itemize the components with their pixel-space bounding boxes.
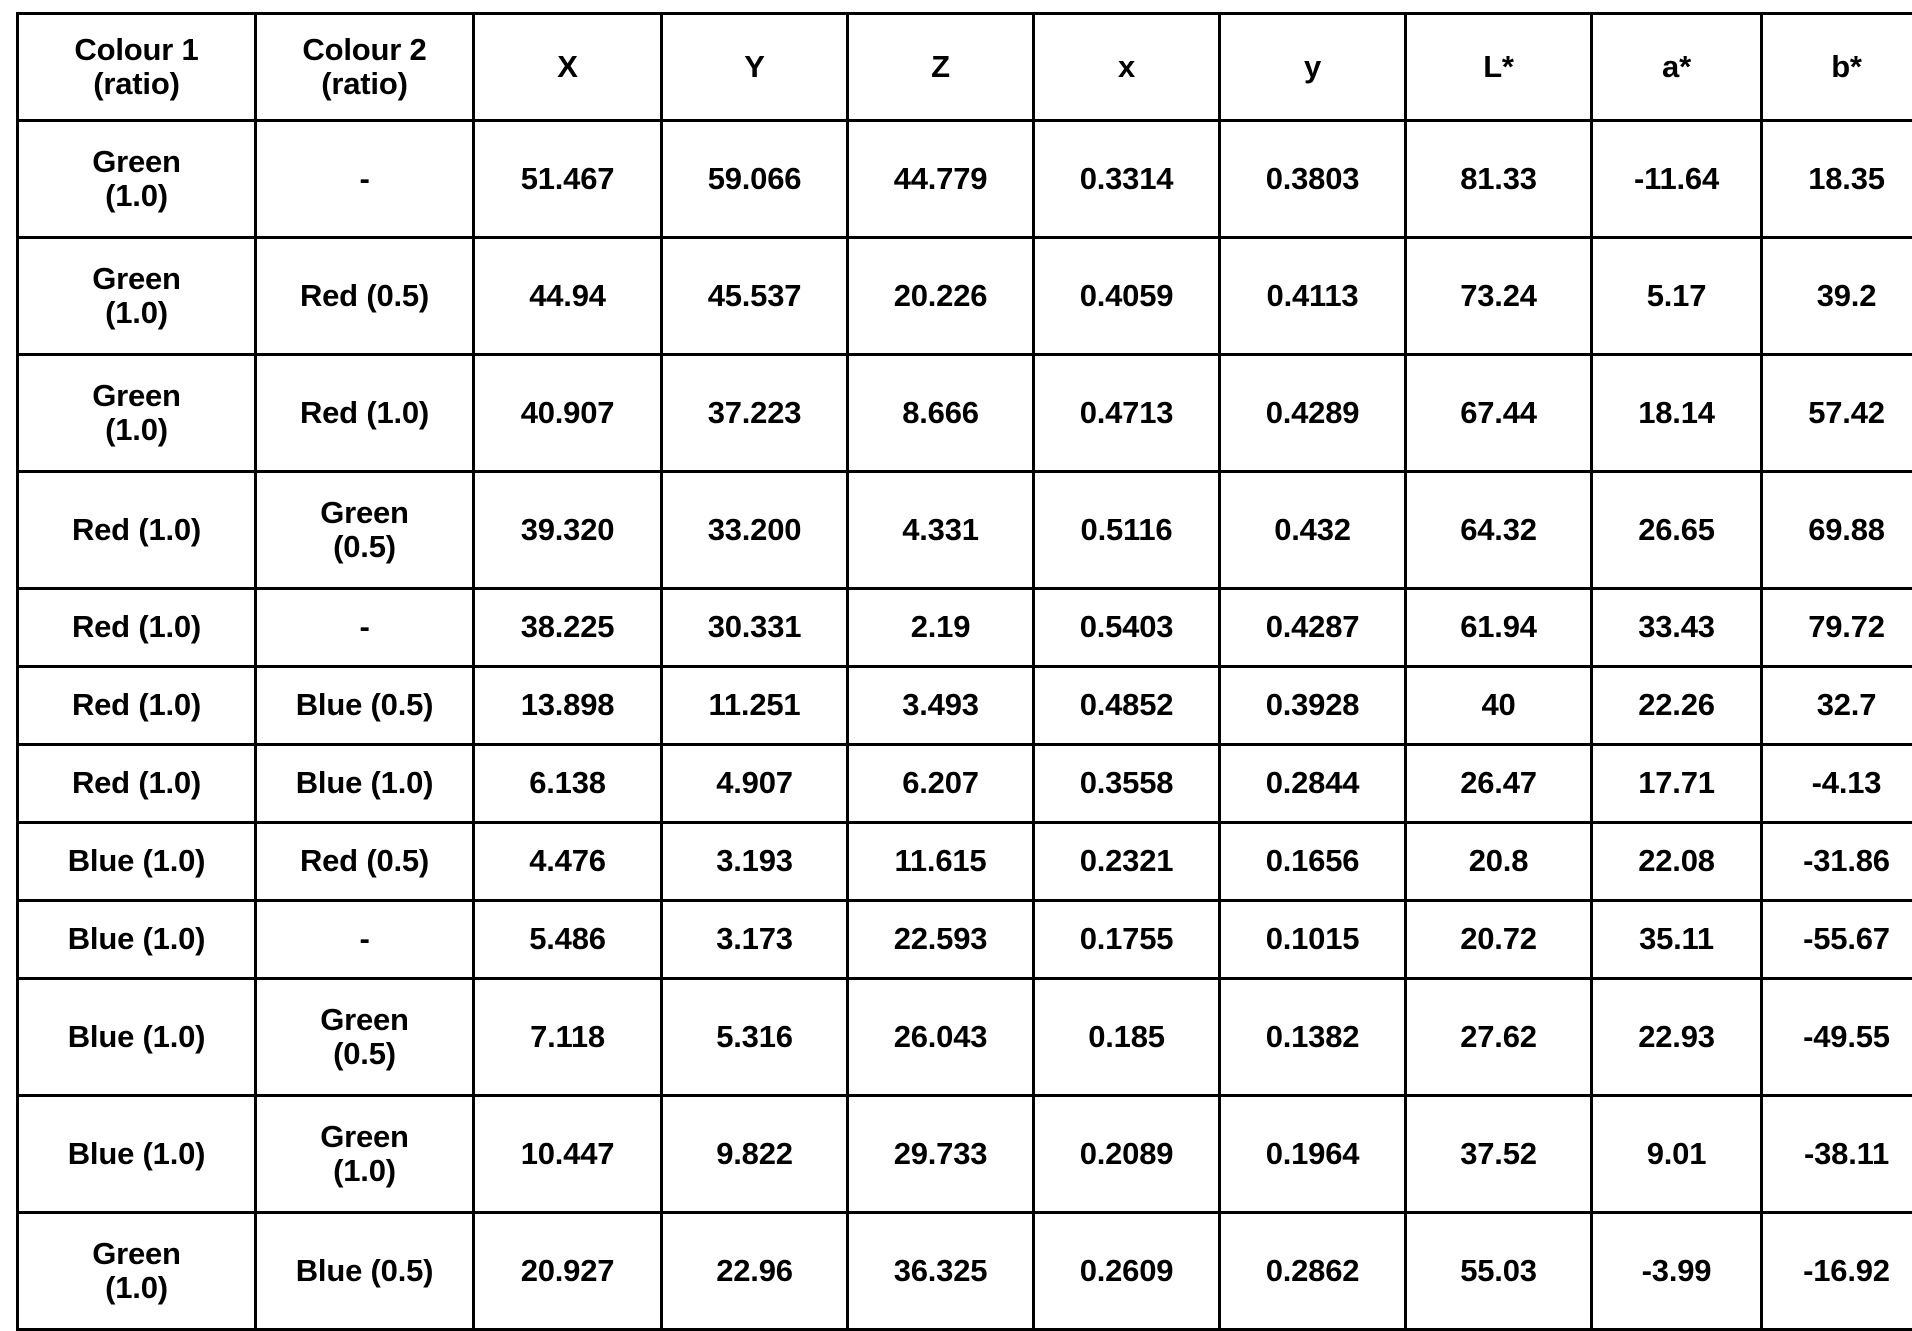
cell-line: Green	[259, 1003, 470, 1037]
cell-r4-c9: 79.72	[1762, 589, 1912, 667]
cell-r9-c6: 0.1382	[1220, 979, 1406, 1096]
cell-r2-c3: 37.223	[662, 355, 848, 472]
cell-r7-c5: 0.2321	[1034, 823, 1220, 901]
cell-r0-c8: -11.64	[1592, 121, 1762, 238]
cell-line: Colour 2	[259, 33, 470, 67]
cell-r5-c2: 13.898	[474, 667, 662, 745]
cell-r2-c6: 0.4289	[1220, 355, 1406, 472]
cell-r7-c7: 20.8	[1406, 823, 1592, 901]
table-row	[18, 901, 1912, 979]
cell-r11-c1: Blue (0.5)	[256, 1213, 474, 1330]
table-row	[18, 355, 1912, 472]
cell-r8-c5: 0.1755	[1034, 901, 1220, 979]
cell-r4-c8: 33.43	[1592, 589, 1762, 667]
cell-r5-c5: 0.4852	[1034, 667, 1220, 745]
cell-line: Green	[21, 1237, 252, 1271]
cell-r3-c6: 0.432	[1220, 472, 1406, 589]
cell-r10-c9: -38.11	[1762, 1096, 1912, 1213]
table-header-row	[18, 14, 1912, 121]
cell-r0-c9: 18.35	[1762, 121, 1912, 238]
cell-r1-c1: Red (0.5)	[256, 238, 474, 355]
cell-r9-c5: 0.185	[1034, 979, 1220, 1096]
cell-r4-c2: 38.225	[474, 589, 662, 667]
cell-r9-c4: 26.043	[848, 979, 1034, 1096]
table-row	[18, 1096, 1912, 1213]
cell-r11-c2: 20.927	[474, 1213, 662, 1330]
cell-r1-c4: 20.226	[848, 238, 1034, 355]
column-header-1	[256, 14, 474, 121]
cell-r6-c3: 4.907	[662, 745, 848, 823]
table-row	[18, 823, 1912, 901]
cell-r9-c1	[256, 979, 474, 1096]
column-header-0	[18, 14, 256, 121]
cell-r6-c8: 17.71	[1592, 745, 1762, 823]
cell-r6-c7: 26.47	[1406, 745, 1592, 823]
column-header-7: L*	[1406, 14, 1592, 121]
cell-r7-c1: Red (0.5)	[256, 823, 474, 901]
cell-r11-c8: -3.99	[1592, 1213, 1762, 1330]
table-row	[18, 238, 1912, 355]
cell-r0-c1: -	[256, 121, 474, 238]
column-header-5: x	[1034, 14, 1220, 121]
cell-line: (1.0)	[259, 1154, 470, 1188]
cell-r10-c6: 0.1964	[1220, 1096, 1406, 1213]
cell-r0-c3: 59.066	[662, 121, 848, 238]
column-header-9: b*	[1762, 14, 1912, 121]
cell-line: Green	[21, 379, 252, 413]
cell-r3-c9: 69.88	[1762, 472, 1912, 589]
cell-r9-c0: Blue (1.0)	[18, 979, 256, 1096]
cell-r3-c3: 33.200	[662, 472, 848, 589]
cell-r9-c7: 27.62	[1406, 979, 1592, 1096]
cell-line: (1.0)	[21, 179, 252, 213]
cell-r2-c5: 0.4713	[1034, 355, 1220, 472]
cell-r6-c2: 6.138	[474, 745, 662, 823]
table-row	[18, 121, 1912, 238]
cell-r3-c8: 26.65	[1592, 472, 1762, 589]
cell-r10-c7: 37.52	[1406, 1096, 1592, 1213]
cell-r3-c1	[256, 472, 474, 589]
cell-r0-c2: 51.467	[474, 121, 662, 238]
colour-measurement-table	[16, 12, 1912, 1331]
table-row	[18, 979, 1912, 1096]
cell-r8-c7: 20.72	[1406, 901, 1592, 979]
cell-r4-c1: -	[256, 589, 474, 667]
cell-r11-c3: 22.96	[662, 1213, 848, 1330]
cell-r7-c9: -31.86	[1762, 823, 1912, 901]
cell-r6-c4: 6.207	[848, 745, 1034, 823]
column-header-2: X	[474, 14, 662, 121]
cell-r6-c5: 0.3558	[1034, 745, 1220, 823]
cell-r10-c5: 0.2089	[1034, 1096, 1220, 1213]
cell-r0-c5: 0.3314	[1034, 121, 1220, 238]
cell-line: (1.0)	[21, 413, 252, 447]
table-row	[18, 667, 1912, 745]
cell-line: (0.5)	[259, 530, 470, 564]
cell-r0-c0	[18, 121, 256, 238]
cell-r1-c8: 5.17	[1592, 238, 1762, 355]
column-header-6: y	[1220, 14, 1406, 121]
cell-r10-c3: 9.822	[662, 1096, 848, 1213]
cell-line: (ratio)	[21, 67, 252, 101]
table-row	[18, 745, 1912, 823]
cell-r9-c3: 5.316	[662, 979, 848, 1096]
column-header-3: Y	[662, 14, 848, 121]
cell-r2-c8: 18.14	[1592, 355, 1762, 472]
cell-r7-c6: 0.1656	[1220, 823, 1406, 901]
column-header-8: a*	[1592, 14, 1762, 121]
cell-r7-c8: 22.08	[1592, 823, 1762, 901]
cell-line: (1.0)	[21, 296, 252, 330]
cell-r11-c0	[18, 1213, 256, 1330]
cell-r11-c9: -16.92	[1762, 1213, 1912, 1330]
cell-r0-c6: 0.3803	[1220, 121, 1406, 238]
cell-r8-c0: Blue (1.0)	[18, 901, 256, 979]
cell-r11-c4: 36.325	[848, 1213, 1034, 1330]
cell-r8-c1: -	[256, 901, 474, 979]
cell-r1-c6: 0.4113	[1220, 238, 1406, 355]
cell-r1-c2: 44.94	[474, 238, 662, 355]
cell-r2-c7: 67.44	[1406, 355, 1592, 472]
cell-r5-c1: Blue (0.5)	[256, 667, 474, 745]
cell-r2-c4: 8.666	[848, 355, 1034, 472]
cell-r5-c8: 22.26	[1592, 667, 1762, 745]
cell-r6-c9: -4.13	[1762, 745, 1912, 823]
cell-r2-c1: Red (1.0)	[256, 355, 474, 472]
cell-r11-c6: 0.2862	[1220, 1213, 1406, 1330]
cell-r5-c3: 11.251	[662, 667, 848, 745]
cell-r3-c7: 64.32	[1406, 472, 1592, 589]
table-body	[18, 14, 1912, 1330]
column-header-4: Z	[848, 14, 1034, 121]
cell-r4-c7: 61.94	[1406, 589, 1592, 667]
cell-r5-c9: 32.7	[1762, 667, 1912, 745]
cell-r8-c8: 35.11	[1592, 901, 1762, 979]
cell-r8-c6: 0.1015	[1220, 901, 1406, 979]
cell-line: (0.5)	[259, 1037, 470, 1071]
cell-r6-c1: Blue (1.0)	[256, 745, 474, 823]
cell-r5-c0: Red (1.0)	[18, 667, 256, 745]
cell-line: Green	[21, 262, 252, 296]
cell-line: Colour 1	[21, 33, 252, 67]
cell-r1-c7: 73.24	[1406, 238, 1592, 355]
cell-r5-c4: 3.493	[848, 667, 1034, 745]
cell-r7-c3: 3.193	[662, 823, 848, 901]
table-row	[18, 472, 1912, 589]
cell-r7-c4: 11.615	[848, 823, 1034, 901]
cell-r9-c8: 22.93	[1592, 979, 1762, 1096]
cell-r11-c5: 0.2609	[1034, 1213, 1220, 1330]
cell-r11-c7: 55.03	[1406, 1213, 1592, 1330]
cell-r3-c5: 0.5116	[1034, 472, 1220, 589]
cell-r8-c2: 5.486	[474, 901, 662, 979]
cell-r10-c4: 29.733	[848, 1096, 1034, 1213]
cell-r4-c4: 2.19	[848, 589, 1034, 667]
cell-r2-c2: 40.907	[474, 355, 662, 472]
cell-r9-c9: -49.55	[1762, 979, 1912, 1096]
cell-r5-c7: 40	[1406, 667, 1592, 745]
cell-r1-c9: 39.2	[1762, 238, 1912, 355]
cell-r4-c0: Red (1.0)	[18, 589, 256, 667]
cell-r10-c1	[256, 1096, 474, 1213]
cell-r3-c0: Red (1.0)	[18, 472, 256, 589]
cell-r8-c3: 3.173	[662, 901, 848, 979]
cell-r4-c3: 30.331	[662, 589, 848, 667]
cell-r7-c2: 4.476	[474, 823, 662, 901]
table-row	[18, 1213, 1912, 1330]
cell-r10-c2: 10.447	[474, 1096, 662, 1213]
cell-line: Green	[259, 496, 470, 530]
table-row	[18, 589, 1912, 667]
cell-r2-c0	[18, 355, 256, 472]
cell-r9-c2: 7.118	[474, 979, 662, 1096]
cell-r2-c9: 57.42	[1762, 355, 1912, 472]
cell-line: Green	[259, 1120, 470, 1154]
cell-line: Green	[21, 145, 252, 179]
cell-r10-c0: Blue (1.0)	[18, 1096, 256, 1213]
cell-r5-c6: 0.3928	[1220, 667, 1406, 745]
cell-r7-c0: Blue (1.0)	[18, 823, 256, 901]
cell-r6-c6: 0.2844	[1220, 745, 1406, 823]
cell-r1-c0	[18, 238, 256, 355]
cell-r4-c6: 0.4287	[1220, 589, 1406, 667]
cell-r3-c2: 39.320	[474, 472, 662, 589]
cell-r4-c5: 0.5403	[1034, 589, 1220, 667]
cell-r1-c3: 45.537	[662, 238, 848, 355]
cell-r10-c8: 9.01	[1592, 1096, 1762, 1213]
cell-r0-c4: 44.779	[848, 121, 1034, 238]
cell-r3-c4: 4.331	[848, 472, 1034, 589]
cell-r6-c0: Red (1.0)	[18, 745, 256, 823]
cell-r1-c5: 0.4059	[1034, 238, 1220, 355]
cell-r8-c9: -55.67	[1762, 901, 1912, 979]
cell-r0-c7: 81.33	[1406, 121, 1592, 238]
cell-line: (ratio)	[259, 67, 470, 101]
cell-line: (1.0)	[21, 1271, 252, 1305]
cell-r8-c4: 22.593	[848, 901, 1034, 979]
